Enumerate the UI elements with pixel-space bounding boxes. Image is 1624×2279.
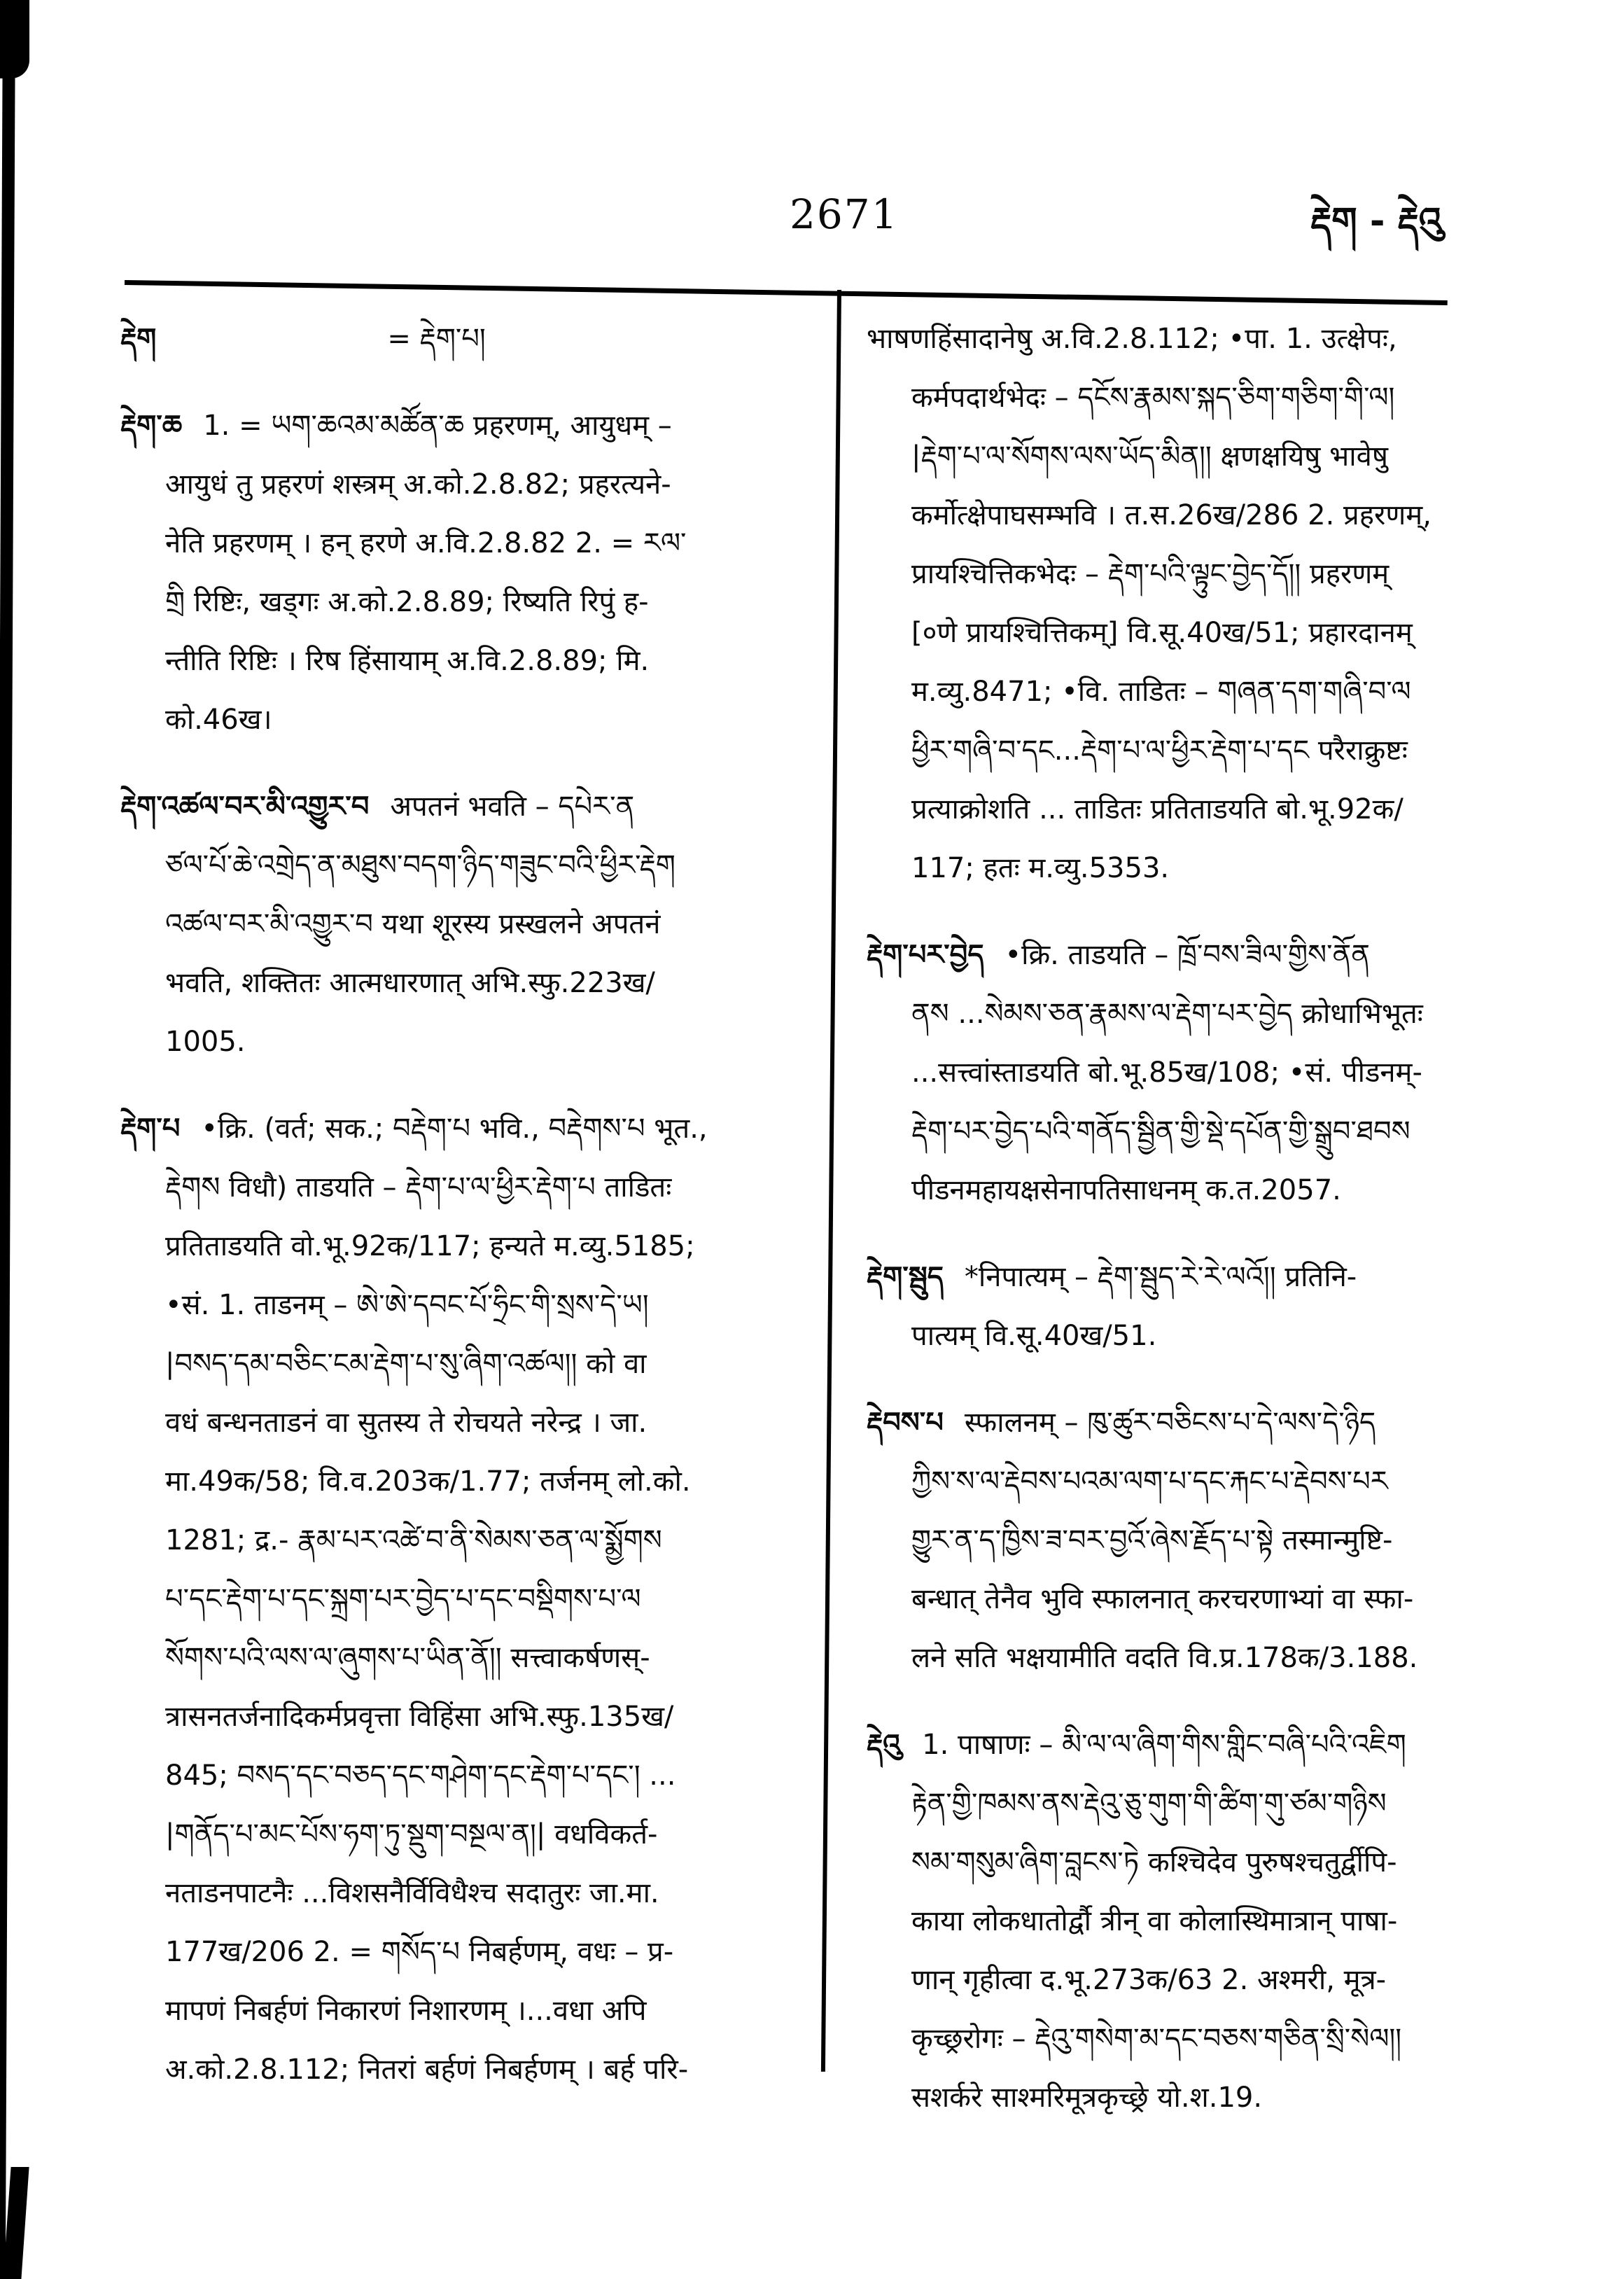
entry-line: 1005. (165, 1026, 246, 1058)
entry-headword: རྡེག་པར་བྱེད (867, 939, 984, 971)
entry-line: अ.को.2.8.112; नितरां बर्हणं निबर्हणम् । बर्ह परि- (165, 2054, 689, 2086)
entry-headword: རྡེའུ (867, 1729, 902, 1761)
entry-headword: རྡེག་པ (120, 1113, 181, 1145)
header-rule (125, 280, 1448, 305)
entry-line: अपतनं भवति – དཔེར་ན (390, 790, 635, 823)
dictionary-entry (867, 926, 1570, 1220)
column-divider (821, 290, 841, 2072)
entry-line: |རྡེག་པ་ལ་སོགས་ལས་ཡོད་མིན།། क्षणक्षयिषु भावेषु (911, 440, 1388, 473)
entry-line: मापणं निबर्हणं निकारणं निशारणम् ।...वधा अपि (165, 1995, 647, 2027)
dictionary-entry (120, 777, 824, 1071)
entry-line: णान् गृहीत्वा द.भू.273क/63 2. अश्मरी, मूत्र- (911, 1964, 1387, 1996)
entry-line: |གནོད་པ་མང་པོས་ཧག་ཏུ་སྡུག་བསྔལ་ན།| वधविकर्त- (165, 1818, 658, 1851)
entry-line: 1281; द्र.- རྣམ་པར་འཚེ་བ་ནི་སེམས་ཅན་ལ་སྨྱོགས (165, 1524, 662, 1556)
entry-line: •सं. 1. ताडनम् – ཨེ་ཨེ་དབང་པོ་ཧྲིང་གི་སྲས་དེ་ཡ། (165, 1289, 649, 1321)
entry-line: 845; བསད་དང་བཅད་དང་གཤེག་དང་རྡེག་པ་དང་། ... (165, 1759, 676, 1792)
entry-line: 1. = ཡག་ཆའམ་མཚོན་ཆ प्रहरणम्, आयुधम् – (203, 410, 672, 442)
entry-line: ཕྱིར་གཞི་བ་དང...རྡེག་པ་ལ་ཕྱིར་རྡེག་པ་དང परैराक्रुष्टः (911, 734, 1408, 767)
entry-line: རྟེན་གྱི་ཁམས་ནས་རྡེའུ་ཅུ་གུག་གི་ཚིག་གུ་ཙམ་གཉིས (911, 1787, 1387, 1820)
entry-line: पीडनमहायक्षसेनापतिसाधनम् क.त.2057. (911, 1174, 1341, 1206)
entry-line: ནས ...སེམས་ཅན་རྣམས་ལ་རྡེག་པར་བྱེད क्रोधाभिभूतः (911, 998, 1423, 1030)
entry-line: लने सति भक्षयामीति वदति वि.प्र.178क/3.188. (911, 1642, 1418, 1674)
right-column (867, 309, 1570, 2172)
dictionary-entry (867, 309, 1570, 898)
entry-line: •क्रि. ताडयति – ཁྲོ་བས་ཟིལ་གྱིས་ནོན (1004, 939, 1370, 971)
entry-line: *निपात्यम् – རྡེག་སྦུད་རེ་རེ་ལའོ།། प्रतिनि- (964, 1261, 1357, 1293)
entry-line: मा.49क/58; वि.व.203क/1.77; तर्जनम् लो.को. (165, 1465, 691, 1498)
entry-first-line (120, 309, 824, 368)
entry-first-line (867, 309, 1570, 368)
entry-line: वधं बन्धनताडनं वा सुतस्य ते रोचयते नरेन्द्र । जा. (165, 1407, 648, 1439)
entry-line: [०णे प्रायश्चित्तिकम्] वि.सू.40ख/51; प्रहारदानम् (911, 617, 1413, 649)
entry-first-line (120, 777, 824, 836)
entry-line: न्तीति रिष्टिः । रिष हिंसायाम् अ.वि.2.8.89; मि. (165, 645, 650, 677)
entry-line: भाषणहिंसादानेषु अ.वि.2.8.112; •पा. 1. उत्क्षेपः, (867, 323, 1397, 355)
entry-line: काया लोकधातोर्द्वौ त्रीन् वा कोलास्थिमात्रान् पाषा- (911, 1905, 1398, 1937)
entry-first-line (867, 1393, 1570, 1452)
entry-first-line (120, 1099, 824, 1158)
entry-line: གྱུར་ན་ད་ཁྱིས་ཟ་བར་བྱའོ་ཞེས་རྗོད་པ་སྟེ तस्मान्मुष्टि- (911, 1524, 1393, 1556)
entry-line: कृच्छ्ररोगः – རྡེའུ་གསེག་མ་དང་བཅས་གཅིན་སྲི་སེལ།། (911, 2023, 1402, 2055)
entry-line: འཚལ་བར་མི་འགྱུར་བ यथा शूरस्य प्रस्खलने अपतनं (165, 908, 661, 940)
entry-line: कर्मोत्क्षेपाघसम्भवि । त.स.26ख/286 2. प्रहरणम्, (911, 499, 1432, 531)
entry-line: 1. पाषाणः – མི་ལ་ལ་ཞིག་གིས་གླིང་བཞི་པའི་འཇིག (922, 1729, 1406, 1761)
entry-headword: རྡེག་འཚལ་བར་མི་འགྱུར་བ (120, 790, 370, 823)
header-word-range: རྡེག - རྡེའུ (1310, 200, 1443, 242)
entry-first-line (120, 396, 824, 455)
entry-line: स्फालनम् – ཁུ་ཚུར་བཅིངས་པ་དེ་ལས་དེ་ཉིད (964, 1407, 1376, 1439)
entry-line: प्रत्याक्रोशति ... ताडितः प्रतिताडयति बो.भू.92क/ (911, 793, 1404, 825)
entry-line: नेति प्रहरणम् । हन् हरणे अ.वि.2.8.82 2. = རལ་ (165, 527, 687, 559)
entry-line: बन्धात् तेनैव भुवि स्फालनात् करचरणाभ्यां वा स्फा- (911, 1583, 1414, 1615)
dictionary-entry (867, 1248, 1570, 1365)
entry-line: = རྡེག་པ། (387, 323, 486, 355)
entry-line: སམ་གསུམ་ཞིག་བླངས་ཏེ कश्चिदेव पुरुषश्चतुर्द्वीपि- (911, 1846, 1397, 1879)
entry-line: རྡེགས विधौ) ताडयति – རྡེག་པ་ལ་ཕྱིར་རྡེག་པ ताडितः (165, 1171, 672, 1204)
entry-line: त्रासनतर्जनादिकर्मप्रवृत्ता विहिंसा अभि.स्फु.135ख/ (165, 1701, 674, 1733)
entry-first-line (867, 1715, 1570, 1774)
entry-headword: རྡེག་སྦུད (867, 1261, 944, 1293)
entry-line: རྡེག་པར་བྱེད་པའི་གནོད་སྦྱིན་གྱི་སྡེ་དཔོན་གྱི་སྒྲུབ་ཐབས (911, 1115, 1410, 1148)
entry-first-line (867, 926, 1570, 984)
entry-line: 117; हतः म.व्यु.5353. (911, 852, 1170, 884)
entry-line: སོགས་པའི་ལས་ལ་ཞུགས་པ་ཡིན་ནོ།། सत्त्वाकर्षणस्- (165, 1642, 650, 1674)
entry-line: आयुधं तु प्रहरणं शस्त्रम् अ.को.2.8.82; प्रहरत्यने- (165, 468, 671, 501)
dictionary-entry (867, 1393, 1570, 1687)
entry-line: ཀྱིས་ས་ལ་རྡེབས་པའམ་ལག་པ་དང་རྐང་པ་རྡེབས་པར (911, 1465, 1388, 1498)
entry-line: གྲི रिष्टिः, खड्गः अ.को.2.8.89; रिष्यति रिपुं ह- (165, 586, 649, 618)
entry-line: नताडनपाटनैः ...विशसनैर्विविधैश्च सदातुरः जा.मा. (165, 1877, 659, 1909)
entry-line: 177ख/206 2. = གསོད་པ निबर्हणम्, वधः – प्र- (165, 1936, 674, 1968)
scan-edge-artifact-bottom (3, 2167, 29, 2279)
entry-line: पात्यम् वि.सू.40ख/51. (911, 1320, 1157, 1352)
entry-line: प्रतिताडयति वो.भू.92क/117; हन्यते म.व्यु.5185; (165, 1230, 695, 1262)
dictionary-entry (867, 1715, 1570, 2127)
entry-line: ...सत्त्वांस्ताडयति बो.भू.85ख/108; •सं. पीडनम्- (911, 1057, 1422, 1089)
entry-first-line (867, 1248, 1570, 1306)
scan-edge-artifact-top (0, 0, 29, 78)
entry-line: प्रायश्चित्तिकभेदः – རྡེག་པའི་ལྟུང་བྱེད་དོ།། प्रहरणम् (911, 558, 1390, 590)
entry-line: सशर्करे साश्मरिमूत्रकृच्छ्रे यो.श.19. (911, 2082, 1263, 2114)
entry-headword: རྡེག་ཆ (120, 410, 183, 442)
entry-line: |བསད་དམ་བཅིང་ངམ་རྡེག་པ་སུ་ཞིག་འཚལ།། को वा (165, 1348, 647, 1380)
entry-line: ཙལ་པོ་ཆེ་འགྲེད་ན་མཐུས་བདག་ཉིད་གཟུང་བའི་ཕྱིར་རྡེག (165, 849, 676, 881)
dictionary-entry (120, 309, 824, 368)
left-column (120, 309, 824, 2214)
entry-line: •क्रि. (वर्त; सक.; བརྡེག་པ भवि., བརྡེགས་པ भूत., (201, 1113, 708, 1145)
entry-headword: རྡེག (120, 323, 157, 355)
entry-headword: རྡེབས་པ (867, 1407, 944, 1439)
entry-line: म.व्यु.8471; •वि. ताडितः – གཞན་དག་གཞི་བ་ལ (911, 676, 1411, 708)
entry-line: कर्मपदार्थभेदः – དངོས་རྣམས་སྐད་ཅིག་གཅིག་གི་ལ། (911, 382, 1395, 414)
entry-line: को.46ख। (165, 704, 272, 736)
scan-edge-artifact (0, 0, 15, 2279)
entry-line: པ་དང་རྡེག་པ་དང་སྐྲག་པར་བྱེད་པ་དང་བསྡིགས་པ་ལ (165, 1583, 641, 1615)
dictionary-entry (120, 396, 824, 749)
page-number: 2671 (790, 190, 899, 238)
dictionary-entry (120, 1099, 824, 2099)
entry-line: भवति, शक्तितः आत्मधारणात् अभि.स्फु.223ख/ (165, 967, 655, 999)
